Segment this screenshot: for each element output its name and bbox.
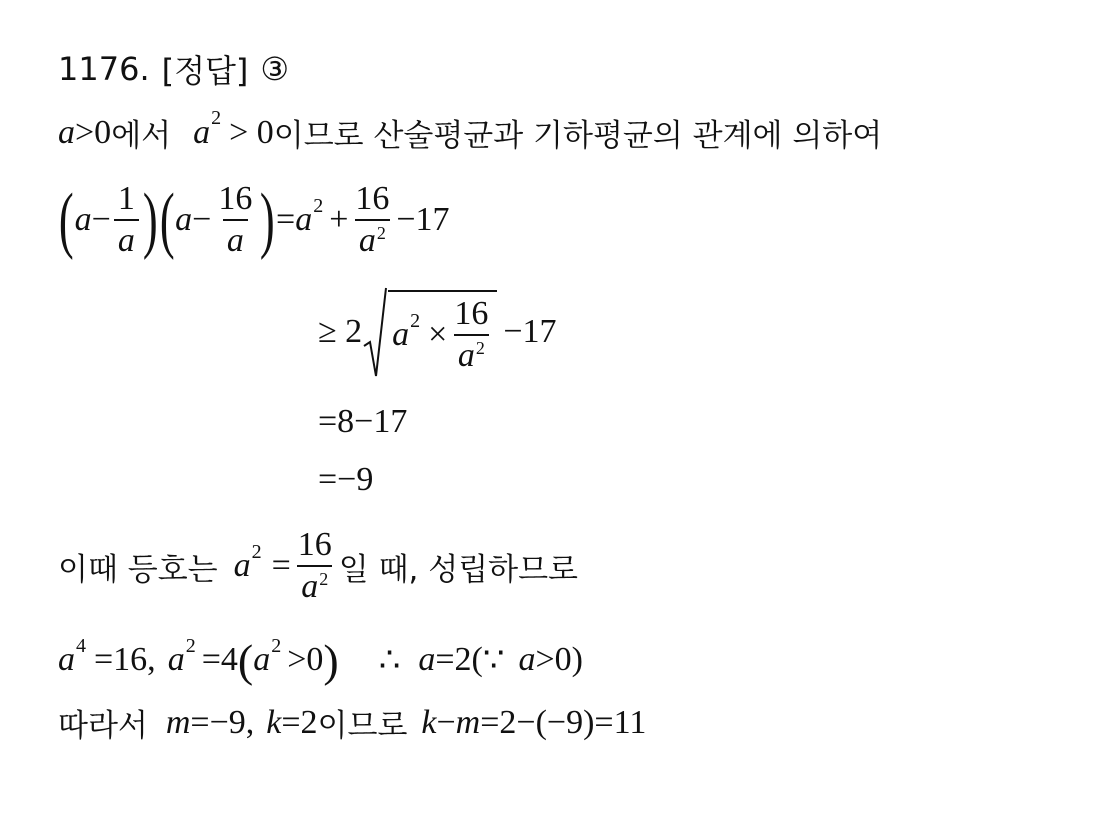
left-paren: (: [58, 179, 74, 261]
exponent: 2: [185, 634, 196, 657]
var-a: a: [58, 641, 75, 678]
var-a: a: [418, 641, 436, 678]
text-eseo: 에서: [111, 118, 172, 154]
minus-17: −17: [396, 201, 450, 238]
equality-condition-line: [58, 518, 578, 614]
minus-17: −17: [503, 313, 557, 350]
calc-line-minus-9: [318, 461, 373, 499]
var-a: a: [392, 316, 410, 353]
var-a: a: [233, 547, 251, 584]
answer-label: [정답]: [161, 52, 249, 90]
var-a: a: [253, 641, 271, 678]
exponent: 2: [319, 569, 329, 589]
numerator: 16: [218, 180, 253, 218]
fraction-16-over-a-squared: [351, 181, 393, 258]
exponent: 2: [211, 107, 222, 129]
conclusion-line: [58, 700, 646, 745]
numerator: 16: [454, 295, 489, 333]
fraction-16-over-a-squared: [294, 527, 336, 604]
exponent: 4: [76, 634, 86, 657]
denominator: a: [223, 219, 248, 259]
therefore-symbol: ∴: [378, 642, 401, 679]
gt-zero: >0: [287, 641, 324, 678]
var-a: a: [301, 568, 319, 605]
var-a: a: [74, 201, 92, 238]
var-a: a: [58, 113, 75, 151]
exponent: 2: [251, 540, 262, 563]
equals-16: =16,: [94, 641, 156, 678]
geq-two: ≥ 2: [318, 313, 363, 350]
plus-sign: +: [329, 201, 349, 238]
fraction-1-over-a: [114, 181, 139, 258]
statement-text: 이때 등호는: [58, 551, 218, 588]
answer-choice: ③: [260, 50, 290, 88]
denominator: [355, 219, 390, 259]
var-a: a: [193, 113, 211, 151]
statement-text: 따라서: [58, 708, 148, 744]
math-gt-zero: > 0: [229, 113, 274, 151]
calc-line-8-minus-17: [318, 403, 407, 441]
right-paren: ): [142, 179, 158, 261]
equals-minus-9: =−9,: [190, 703, 255, 741]
gt-zero: >0): [535, 641, 583, 678]
expression: =8−17: [318, 403, 408, 440]
equals-sign: =: [276, 201, 296, 238]
final-result: =2−(−9)=11: [480, 703, 647, 741]
radical-sign-icon: [362, 284, 388, 380]
var-a: a: [295, 201, 313, 238]
statement-line-1: [58, 107, 883, 155]
var-m: m: [455, 703, 481, 741]
equals-sign: =: [271, 547, 291, 584]
statement-text: 이므로: [317, 708, 408, 744]
exponent: 2: [271, 634, 282, 657]
solve-a-line: [58, 628, 583, 692]
var-m: m: [165, 703, 191, 741]
problem-header: [58, 46, 289, 92]
left-paren: (: [237, 634, 254, 686]
var-k: k: [266, 703, 282, 741]
fraction-16-over-a: [214, 181, 256, 258]
denominator: [454, 334, 489, 374]
numerator: 16: [297, 526, 332, 564]
var-a: a: [175, 201, 193, 238]
radicand: [388, 290, 497, 373]
var-a: a: [167, 641, 185, 678]
numerator: 16: [355, 180, 390, 218]
var-k: k: [421, 703, 437, 741]
expansion-line: [58, 172, 450, 268]
var-a: a: [457, 337, 475, 374]
because-symbol: ∵: [482, 642, 505, 679]
exponent: 2: [475, 338, 485, 358]
right-paren: ): [260, 179, 276, 261]
minus-sign: −: [192, 201, 212, 238]
equals-4: =4: [201, 641, 238, 678]
statement-text: 일 때, 성립하므로: [338, 551, 578, 588]
var-a: a: [358, 222, 376, 259]
exponent: 2: [410, 309, 421, 332]
equals-2: =2(: [435, 641, 483, 678]
right-paren: ): [323, 634, 339, 686]
minus-sign: −: [436, 703, 456, 741]
square-root: [362, 284, 497, 380]
math-gt-zero: >0: [75, 113, 112, 151]
times-sign: ×: [428, 316, 448, 353]
problem-number: 1176.: [58, 50, 150, 88]
var-a: a: [518, 641, 536, 678]
denominator: [297, 565, 332, 605]
numerator: 1: [117, 180, 135, 218]
am-gm-inequality-line: [318, 282, 557, 382]
exponent: 2: [376, 223, 386, 243]
left-paren: (: [159, 179, 175, 261]
denominator: a: [114, 219, 139, 259]
exponent: 2: [313, 194, 324, 217]
expression: =−9: [318, 461, 374, 498]
minus-sign: −: [91, 201, 111, 238]
fraction-16-over-a-squared: [450, 296, 492, 373]
statement-text: 이므로 산술평균과 기하평균의 관계에 의하여: [273, 118, 883, 154]
equals-2: =2: [281, 703, 318, 741]
